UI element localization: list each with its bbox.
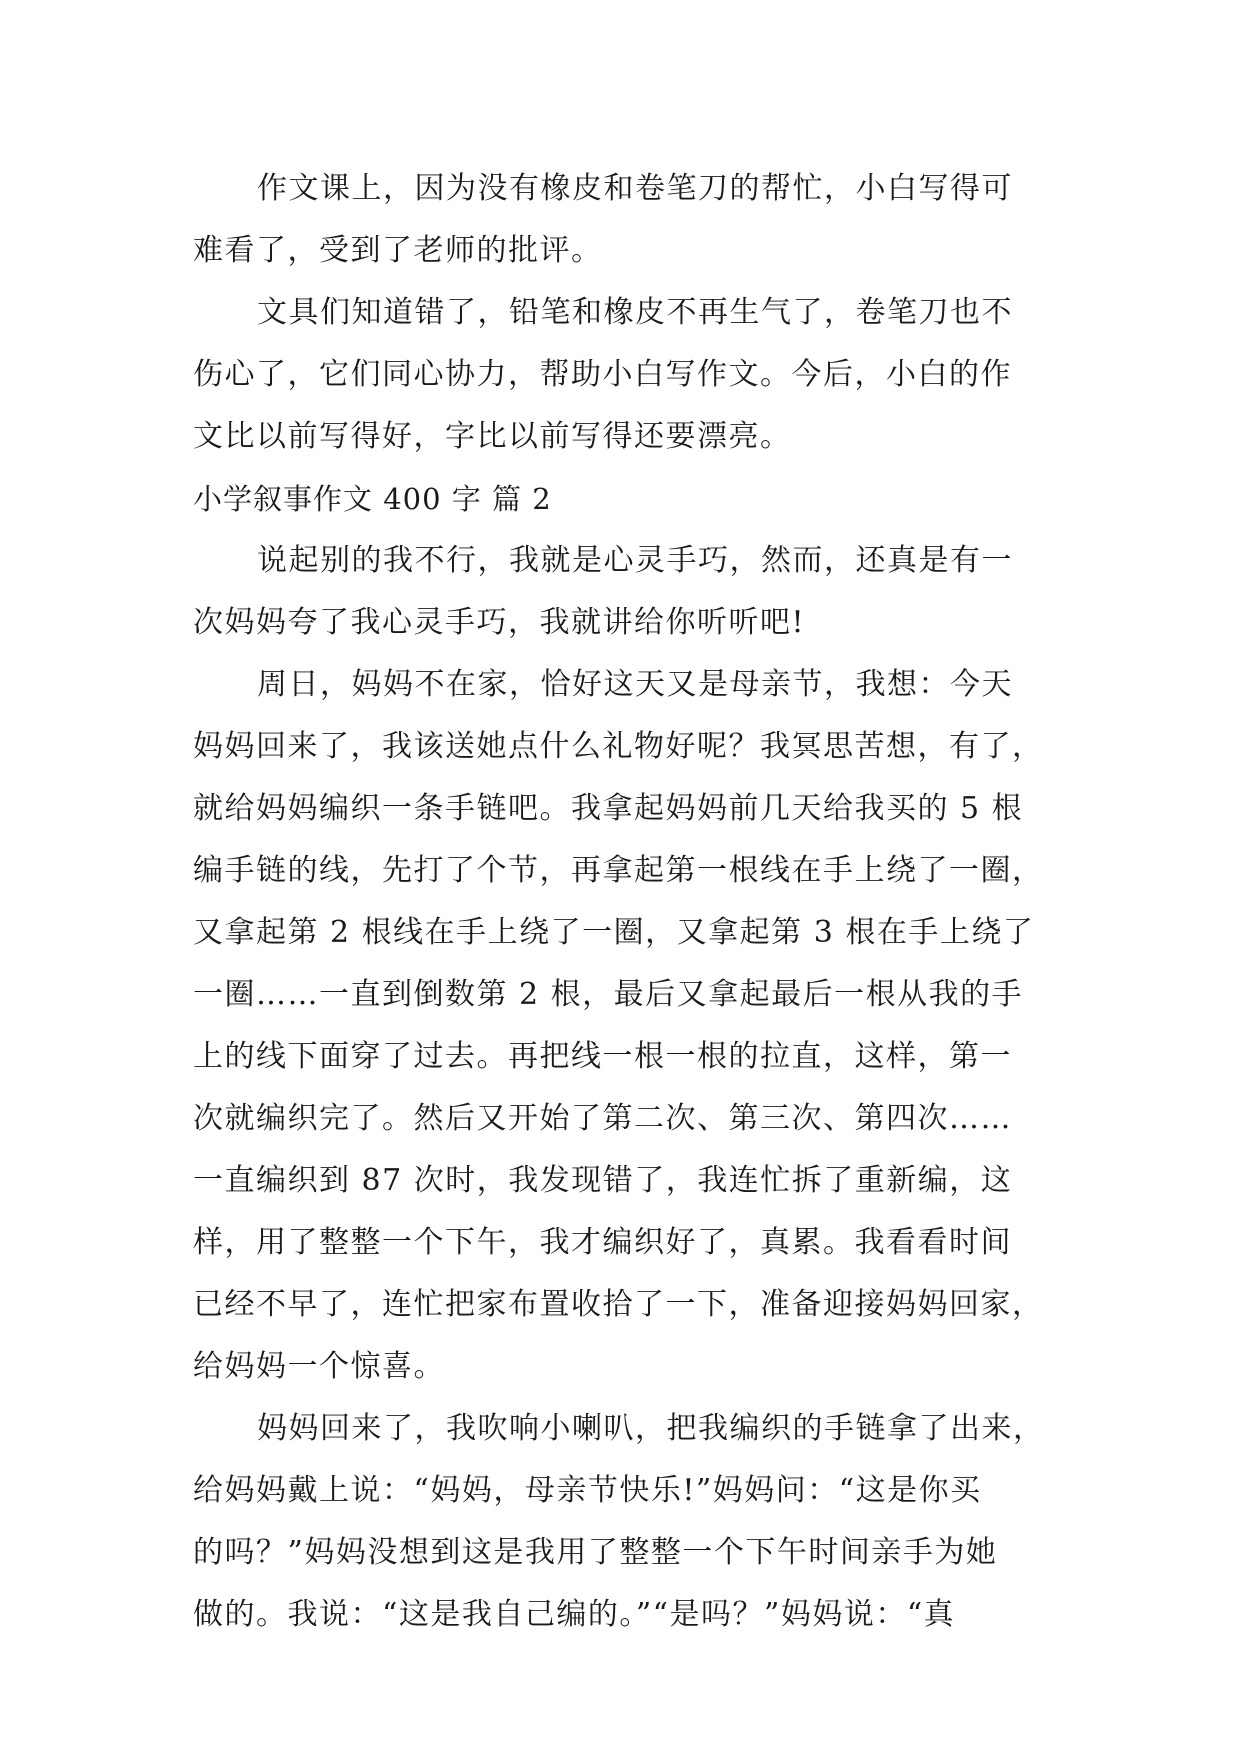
text-line: 一圈……一直到倒数第 2 根，最后又拿起最后一根从我的手 <box>193 977 1024 1012</box>
text-line: 就给妈妈编织一条手链吧。我拿起妈妈前几天给我买的 5 根 <box>193 791 1024 826</box>
text-line: 周日，妈妈不在家，恰好这天又是母亲节，我想：今天 <box>257 667 1013 702</box>
text-line: 文比以前写得好，字比以前写得还要漂亮。 <box>193 419 792 454</box>
text-line: 妈妈回来了，我该送她点什么礼物好呢？我冥思苦想，有了， <box>193 729 1044 764</box>
text-line: 做的。我说：“这是我自己编的。”“是吗？”妈妈说：“真 <box>193 1597 956 1632</box>
text-line: 给妈妈一个惊喜。 <box>193 1349 445 1384</box>
text-line: 难看了，受到了老师的批评。 <box>193 233 603 268</box>
text-line: 样，用了整整一个下午，我才编织好了，真累。我看看时间 <box>193 1225 1012 1260</box>
text-line: 说起别的我不行，我就是心灵手巧，然而，还真是有一 <box>257 543 1013 578</box>
text-line: 又拿起第 2 根线在手上绕了一圈，又拿起第 3 根在手上绕了 <box>193 915 1035 950</box>
text-line: 一直编织到 87 次时，我发现错了，我连忙拆了重新编，这 <box>193 1163 1013 1198</box>
text-line: 的吗？”妈妈没想到这是我用了整整一个下午时间亲手为她 <box>193 1535 998 1570</box>
text-line: 伤心了，它们同心协力，帮助小白写作文。今后，小白的作 <box>193 357 1012 392</box>
text-line: 次就编织完了。然后又开始了第二次、第三次、第四次…… <box>193 1101 1012 1136</box>
text-line: 妈妈回来了，我吹响小喇叭，把我编织的手链拿了出来， <box>257 1411 1045 1446</box>
text-line: 给妈妈戴上说：“妈妈，母亲节快乐!”妈妈问：“这是你买 <box>193 1473 982 1508</box>
text-line: 已经不早了，连忙把家布置收拾了一下，准备迎接妈妈回家， <box>193 1287 1044 1322</box>
text-line: 文具们知道错了，铅笔和橡皮不再生气了，卷笔刀也不 <box>257 295 1013 330</box>
text-line: 编手链的线，先打了个节，再拿起第一根线在手上绕了一圈， <box>193 853 1044 888</box>
document-page <box>193 158 1055 1646</box>
section-heading: 小学叙事作文 400 字 篇 2 <box>193 482 552 516</box>
text-line: 上的线下面穿了过去。再把线一根一根的拉直，这样，第一 <box>193 1039 1012 1074</box>
text-line: 次妈妈夸了我心灵手巧，我就讲给你听听吧! <box>193 605 806 640</box>
text-line: 作文课上，因为没有橡皮和卷笔刀的帮忙，小白写得可 <box>257 171 1013 206</box>
